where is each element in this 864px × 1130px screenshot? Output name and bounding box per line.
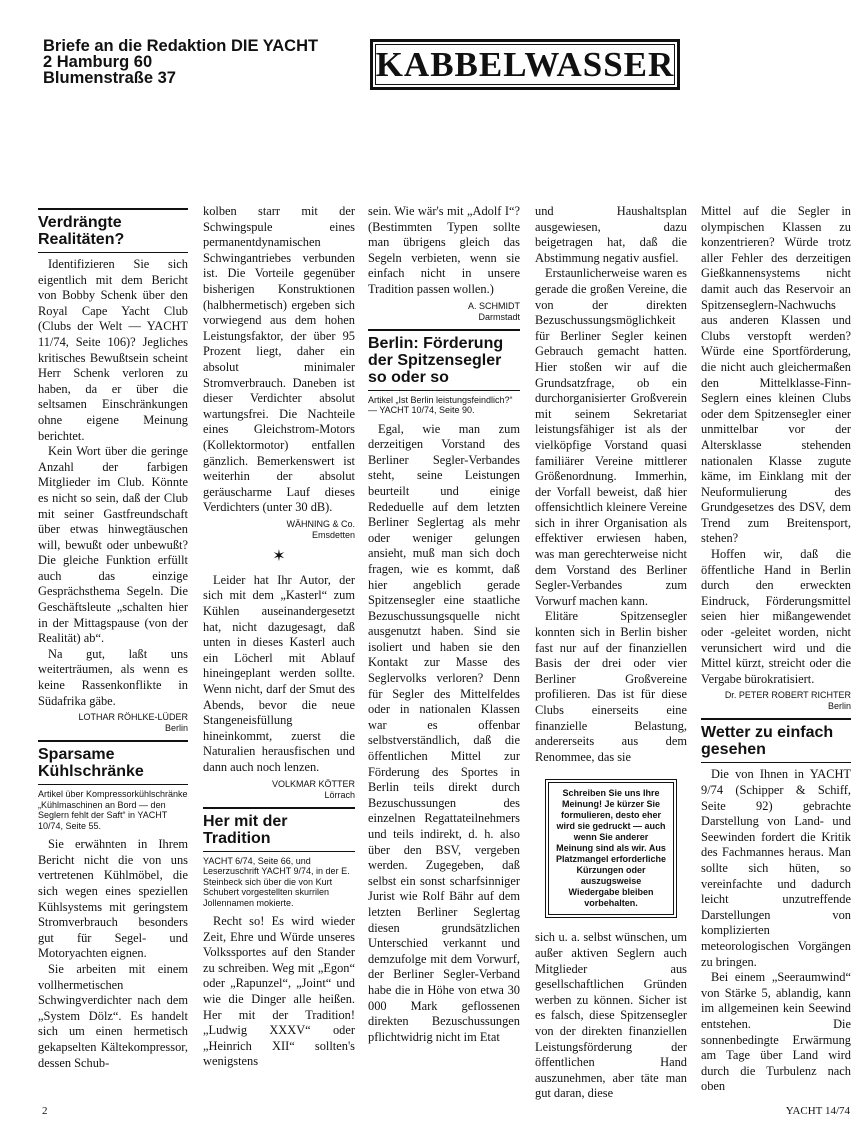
paragraph: Die von Ihnen in YACHT 9/74 (Schipper & Schiff, Seite 92) gebrachte Darstellung von Land- und Seewinden fordert die Kritik des Fachmannes heraus. Man sollte sich hüten, so vereinfachte und dadurch leicht unzutreffende Darstellungen von komplizierten meteorologischen Vorgängen zu bringen.: [701, 767, 851, 969]
column-2: [203, 204, 355, 1102]
letter-signature: [38, 712, 188, 734]
paragraph: Sie erwähnten in Ihrem Bericht nicht die von uns vertretenen Kühlmöbel, die sich wegen eines speziellen Kühlsystems mit geringstem Stromverbrauch besonders gut für Segel- und Motoryachten eignen.: [38, 837, 188, 961]
paragraph: Recht so! Es wird wieder Zeit, Ehre und Würde unseres Volkssportes auf den Stander zu schreiben. Weg mit „Egon“ oder „Rapunzel“, „Joint“ und wie die Dinger alle heißen. Her mit der Tradition! „Ludwig XXXV“ oder „Heinrich XII“ sollten's wenigstens: [203, 914, 355, 1069]
page-number: 2: [42, 1105, 48, 1117]
paragraph: sein. Wie wär's mit „Adolf I“? (Bestimmten Typen sollte man übrigens gleich das Segeln verbieten, wenn sie einfach nicht in unsere Tradition passen wollen.): [368, 204, 520, 296]
signature-city: Emsdetten: [311, 529, 355, 540]
column-3: [368, 204, 520, 1102]
paragraph: Bei einem „Seeraumwind“ von Stärke 5, ablandig, kann im allgemeinen kein Seewind entstehen. Die sonnenbedingte Erwärmung am Tage über Land wird durch die Turbulenz nach oben: [701, 970, 851, 1094]
paragraph: Identifizieren Sie sich eigentlich mit dem Bericht von Bobby Schenk über den Royal Cape Yacht Club (Clubs der Welt — YACHT 11/74, Seite 106)? Jegliches kritisches Bewußtsein scheint Herr Schenk verloren zu haben, da er über die seltsamen Einschränkungen ohne eigene Meinung berichtet.: [38, 257, 188, 443]
column-1: [38, 204, 188, 1102]
signature-city: Lörrach: [324, 789, 355, 800]
section-logo: [370, 39, 680, 90]
signature-name: A. SCHMIDT: [467, 300, 520, 311]
paragraph: Hoffen wir, daß die öffentliche Hand in Berlin durch den erweckten Eindruck, Förderungsmittel seien hier mißangewendet oder -geleitet worden, nicht verunsichert wird und die Mittel kürzt, streicht oder die Vergabe bürokratisiert.: [701, 547, 851, 686]
article-reference: Artikel „Ist Berlin leistungsfeindlich?“ — YACHT 10/74, Seite 90.: [368, 394, 513, 416]
paragraph: Leider hat Ihr Autor, der sich mit dem „Kasterl“ zum Kühlen auseinandergesetzt hat, nicht dazugesagt, daß unten in dieses Kasterl auch ein Löcherl mit Ablauf hineingeplant werden sollte. Wenn nicht, darf der Smut des Abends, bevor die neue Stangeneisfüllung hineinkommt, zuerst die Naturalien herausfischen und dann auch noch lenzen.: [203, 572, 355, 774]
paragraph: Kein Wort über die geringe Anzahl der farbigen Mitglieder im Club. Könnte es nicht so sein, daß der Club mit seiner Gastfreundschaft über etwas hinwegtäuschen will, bewußt oder unbewußt? Die gleiche Funktion erfüllt auch das einzige Gesprächsthema Segeln. Die Geschäftsleute „schalten hier in der Mittagspause (von der Realität) ab“.: [38, 444, 188, 646]
letter-headline: Her mit der Tradition: [203, 807, 355, 852]
article-reference: YACHT 6/74, Seite 66, und Leserzuschrift YACHT 9/74, in der E. Steinbeck sich über die von Kurt Schubert vorgestellten skurrilen Jollennamen mokierte.: [203, 855, 350, 908]
signature-name: LOTHAR RÖHLKE-LÜDER: [78, 712, 188, 723]
letter-signature: [368, 301, 520, 323]
address-line: 2 Hamburg 60: [43, 53, 153, 71]
signature-name: Dr. PETER ROBERT RICHTER: [724, 690, 851, 701]
section-logo-text: KABBELWASSER: [375, 44, 675, 84]
paragraph: Sie arbeiten mit einem vollhermetischen Schwingverdichter nach dem „System Dölz“. Es handelt sich um einen hermetisch gekapselten Kältekompressor, dessen Schub-: [38, 961, 188, 1070]
column-5: [701, 204, 851, 1102]
paragraph: kolben starr mit der Schwingspule eines permanentdynamischen Schwingantriebes verbunden ist. Die Vorteile gegenüber bisherigen Konstruktionen (halbhermetisch) ergeben sich vorwiegend aus dem hohen Leistungsfaktor, der über 95 Prozent liegt, daher ein absolut minimaler Stromverbrauch. Daneben ist dieser Verdichter absolut wartungsfrei. Die Nachteile eines Gleichstrom-Motors (Kollektormotor) entfallen gänzlich. Bemerkenswert ist weiterhin der absolut geräuscharme Lauf dieses Verdichters (unter 30 dB).: [203, 204, 355, 515]
letter-signature: [701, 690, 851, 712]
editorial-address: [43, 38, 363, 86]
signature-city: Darmstadt: [478, 311, 520, 322]
signature-city: Berlin: [827, 701, 851, 712]
article-reference: Artikel über Kompressorkühlschränke „Kühlmaschinen an Bord — den Seglern fehlt der Saft“ in YACHT 10/74, Seite 55.: [38, 789, 188, 831]
address-line: Blumenstraße 37: [43, 69, 176, 87]
separator-star-icon: ✶: [272, 547, 286, 565]
signature-name: WÄHNING & Co.: [286, 518, 355, 529]
paragraph: Erstaunlicherweise waren es gerade die großen Vereine, die von der direkten Bezuschussungsmöglichkeit für Berliner Segler keinen Gebrauch gemacht hatten. Hier stoßen wir auf die Grundsatzfrage, ob ein durchorganisierter Großverein mit seinem Sekretariat leistungsfähiger ist als der vielköpfige Vorstand quasi familiärer Vereine mittlerer Größenordnung. Immerhin, der Vorfall beweist, daß hier offensichtlich kleinere Vereine sich in ihrer Organisation als effektiver erwiesen haben, was man gerechterweise nicht dem Vorstand des Berliner Segler-Verbandes zum Vorwurf machen kann.: [535, 266, 687, 608]
signature-city: Berlin: [164, 723, 188, 734]
paragraph: sich u. a. selbst wünschen, um außer aktiven Seglern auch Mitglieder aus gesellschaftlichen Gründen werben zu können. Sicher ist es falsch, diese Spitzensegler von der direkten finanziellen Leistungsförderung der öffentlichen Hand auszunehmen, aber täte man gut daran, diese: [535, 930, 687, 1101]
paragraph: und Haushaltsplan ausgewiesen, dazu beigetragen hat, daß die Abstimmung negativ ausfiel.: [535, 204, 687, 265]
paragraph: Egal, wie man zum derzeitigen Vorstand des Berliner Segler-Verbandes steht, seine Leistungen beurteilt und einige Rededuelle auf dem letzten Berliner Seglertag als mehr oder weniger gelungen ansieht, muß man sich doch fragen, wie es kommt, daß hier angeblich gerade Spitzensegler eine staatliche Bezuschussungsquelle nicht ausgenutzt haben. Sind sie isoliert und haben sie den Kontakt zur Masse des Seglervolks verloren? Denn für Segler des Mittelfeldes oder in nationalen Klassen war es offenbar selbstverständlich, daß die öffentlichen Mittel zur Förderung des Sportes in Berlin teils direkt durch Bezuschussungen des einzelnen Regattateilnehmers und teils indirekt, d. h. also über den BSV, vergeben werden. Zugegeben, daß selbst ein sonst scharfsinniger Jurist wie Rolf Bähr auf dem letzten Berliner Seglertag diesen grundsätzlichen Unterschied verkannt und demzufolge mit dem Vorwurf, der Berliner Segler-Verband habe die in Höhe von etwa 30 000 Mark geflossenen direkten Bezuschussungen pflichtwidrig nicht im Etat: [368, 421, 520, 1044]
address-line: Briefe an die Redaktion DIE YACHT: [43, 37, 319, 55]
letter-signature: [203, 519, 355, 541]
letter-headline: Verdrängte Realitäten?: [38, 208, 188, 253]
paragraph: Elitäre Spitzensegler konnten sich in Berlin bisher fast nur auf der finanziellen Basis der drei oder vier Berliner Großvereine profilieren. Das ist für diese Clubs einerseits eine finanzielle Belastung, andererseits aus dem Renommee, das sie: [535, 609, 687, 764]
issue-label: YACHT 14/74: [785, 1105, 850, 1117]
letter-headline: Sparsame Kühlschränke: [38, 740, 188, 785]
letter-headline: Wetter zu einfach gesehen: [701, 718, 851, 763]
paragraph: Mittel auf die Segler in olympischen Klassen zu konzentrieren? Würde trotz aller Fehler des derzeitigen Gießkannensystems nicht damit auch das Reservoir an Spitzenseglern-Nachwuchs aus anderen Klassen und Clubs verstopft werden? Würde eine Sportförderung, die nicht auch gleichermaßen den Mittelklasse-Finn-Seglern eines kleinen Clubs oder dem Spitzensegler einer unmittelbar vor der Altersklasse stehenden nationalen Klasse zugute käme, im Einklang mit der Neuformulierung des Grundgesetzes des DSV, dem Trend zum Breitensport, stehen?: [701, 204, 851, 546]
signature-name: VOLKMAR KÖTTER: [271, 778, 355, 789]
letter-headline: Berlin: Förderung der Spitzensegler so oder so: [368, 329, 520, 391]
column-4: [535, 204, 687, 1102]
editorial-notice-text: Schreiben Sie uns Ihre Meinung! Je kürzer Sie formulieren, desto eher wird sie gedruckt — auch wenn Sie anderer Meinung sind als wir. Aus Platzmangel erforderliche Kürzungen oder auszugsweise Wiedergabe bleiben vorbehalten.: [548, 782, 674, 915]
paragraph: Na gut, laßt uns weiterträumen, als wenn es keine Rassenkonflikte in Südafrika gäbe.: [38, 646, 188, 708]
editorial-notice-box: [545, 779, 677, 918]
letter-signature: [203, 779, 355, 801]
